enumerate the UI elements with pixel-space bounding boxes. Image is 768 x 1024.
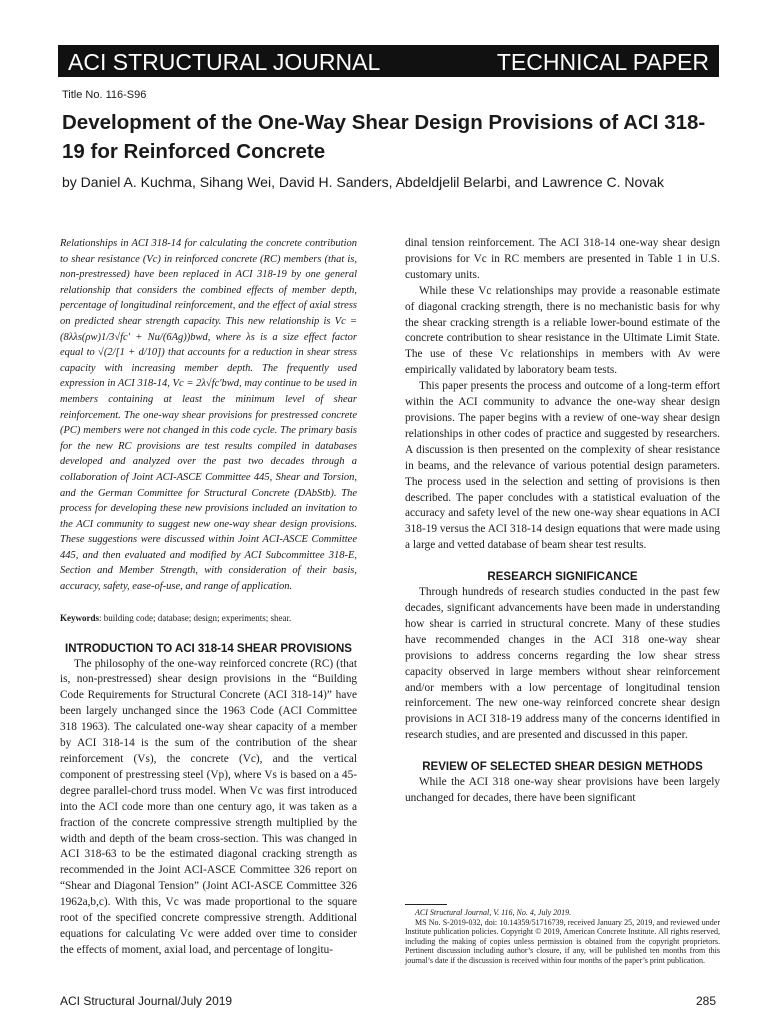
paper-type: TECHNICAL PAPER (496, 49, 709, 75)
research-significance-paragraph: Through hundreds of research studies conducted in the past few decades, significant advancements have been made in understanding how shear is carried in structural concrete. Many of these studies have recommended changes in the ACI 318 one-way shear provisions to address concerns regarding the low shear stress capacity observed in large members without shear reinforcement and/or members with a low percentage of longitudinal tension reinforcement. The new one-way reinforced concrete shear design provisions in ACI 318-19 address many of the concerns identified in research studies, and are presented and discussed in this paper. (405, 586, 720, 742)
keywords-label: Keywords (60, 612, 99, 623)
keywords-text: : building code; database; design; experiments; shear. (99, 612, 292, 623)
intro-heading: INTRODUCTION TO ACI 318-14 SHEAR PROVISIONS (65, 642, 352, 655)
footer-journal: ACI Structural Journal/July 2019 (60, 994, 233, 1008)
footnote-details: MS No. S-2019-032, doi: 10.14359/51716739, received January 25, 2019, and reviewed under Institute publication policies. Copyright © 2019, American Concrete Institute. All rights reserved, including the making of copies unless permission is obtained from the copyright proprietors. Pertinent discussion including author’s closure, if any, will be published ten months from this journal’s date if the discussion is received within four months of the paper’s print publication. (405, 917, 720, 965)
paper-title: Development of the One-Way Shear Design Provisions of ACI 318-19 for Reinforced Concrete (62, 111, 706, 163)
keywords (60, 611, 357, 627)
abstract: Relationships in ACI 318-14 for calculating the concrete contribution to shear resistance (Vc) in reinforced concrete (RC) members (that is, non-prestressed) have been replaced in ACI 318-19 by one general relationship that considers the combined effects of member depth, percentage of longitudinal reinforcement, and the effect of axial stress on predicted shear strength capacity. This new relationship is Vc = (8λλs(ρw)1/3√fc′ + Nu/(6Ag))bwd, where λs is a size effect factor equal to √(2/[1 + d/10]) that accounts for a reduction in shear stress capacity with increasing member depth. The frequently used expression in ACI 318-14, Vc = 2λ√fc′bwd, may continue to be used in members containing at least the minimum level of shear reinforcement. The one-way shear provisions for prestressed concrete (PC) members were not changed in this code cycle. The primary basis for the new RC provisions are test results compiled in databases developed and analyzed over the past two decades through a collaboration of Joint ACI-ASCE Committee 445, Shear and Torsion, and the German Committee for Structural Concrete (DAbStb). The process for developing these new provisions included an invitation to the ACI community to suggest new one-way shear design provisions. These suggestions were discussed within Joint ACI-ASCE Committee 445, and then evaluated and modified by ACI Subcommittee 318-E, Section and Member Strength, with consideration of their basis, accuracy, safety, ease-of-use, and range of application. (60, 238, 357, 593)
intro-paragraph: The philosophy of the one-way reinforced concrete (RC) (that is, non-prestressed) shear design provisions in the “Building Code Requirements for Structural Concrete (ACI 318-14)” have been largely unchanged since the 1963 Code (ACI Committee 318 1963). The calculated one-way shear capacity of a member by ACI 318-14 is the sum of the contribution of the shear reinforcement (Vs), the concrete (Vc), and the vertical component of prestressing steel (Vp), where Vs is based on a 45-degree parallel-chord truss model. When Vc was first introduced into the ACI code more than one century ago, it was taken as a fraction of the concrete compressive strength multiplied by the width and depth of the beam cross-section. This was changed in ACI 318-63 to be the estimated diagonal cracking strength as recommended in the Joint ACI-ASCE Committee 326 report on “Shear and Diagonal Tension” (Joint ACI-ASCE Committee 326 1962a,b,c). With this, Vc was made proportional to the square root of the specified concrete compressive strength. Additional equations for calculating Vc were added over time to consider the effects of moment, axial load, and percentage of longitu- (60, 657, 357, 956)
title-number: Title No. 116-S96 (62, 89, 147, 101)
right-column (405, 236, 720, 807)
journal-name: ACI STRUCTURAL JOURNAL (68, 49, 381, 75)
research-significance-heading: RESEARCH SIGNIFICANCE (487, 571, 638, 584)
footnote-rule (405, 904, 447, 905)
vc-paragraph: While these Vc relationships may provide a reasonable estimate of diagonal cracking strength, there is no mechanistic basis for why the shear cracking strength is a reliable lower-bound estimate of the concrete contribution to shear resistance in the Ultimate Limit State. The use of these Vc relationships in members with Av were empirically validated by laboratory beam tests. (405, 284, 720, 377)
left-column (60, 236, 357, 959)
footnote-journal: ACI Structural Journal, V. 116, No. 4, July 2019. (415, 908, 572, 917)
continued-paragraph: dinal tension reinforcement. The ACI 318-14 one-way shear design provisions for Vc in RC members are presented in Table 1 in U.S. customary units. (405, 237, 720, 281)
author-list: by Daniel A. Kuchma, Sihang Wei, David H. Sanders, Abdeldjelil Belarbi, and Lawrence C. Novak (62, 174, 665, 190)
review-heading: REVIEW OF SELECTED SHEAR DESIGN METHODS (422, 761, 703, 774)
journal-banner (58, 45, 719, 77)
review-paragraph: While the ACI 318 one-way shear provisions have been largely unchanged for decades, there have been significant (405, 776, 720, 805)
page-number: 285 (695, 994, 716, 1008)
scope-paragraph: This paper presents the process and outcome of a long-term effort within the ACI community to advance the one-way shear design provisions. The paper begins with a review of one-way shear design relationships in other codes of practice and suggested by researchers. A discussion is then presented on the complexity of shear resistance in beams, and the relevance of various potential design parameters. The process used in the selection and setting of provisions is then described. The paper concludes with a statistical evaluation of the accuracy and safety level of the new one-way shear equations in ACI 318-19 versus the ACI 318-14 design equations that were made using a large and vetted database of beam shear test results. (405, 380, 720, 552)
footnote (405, 904, 720, 966)
